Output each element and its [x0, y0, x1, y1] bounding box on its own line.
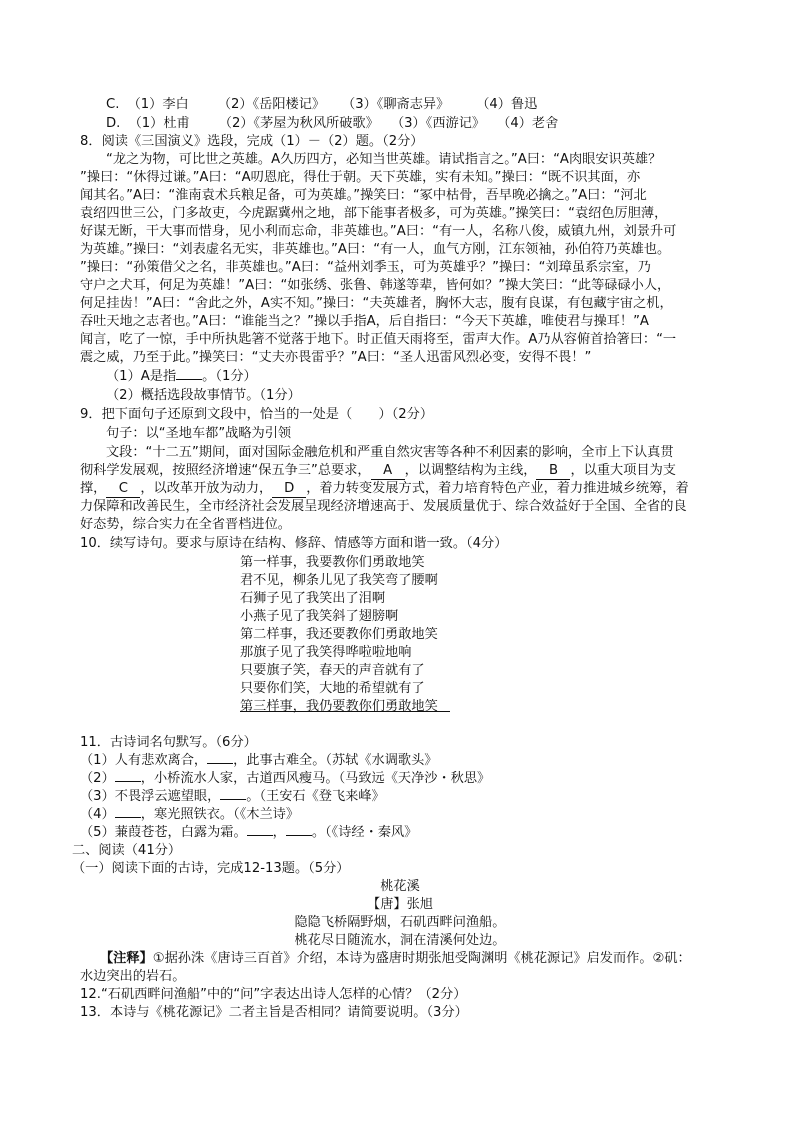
- poem-line: 隐隐飞桥隔野烟，石矶西畔问渔船。: [294, 915, 506, 930]
- option-c: C. （1）李白 （2）《岳阳楼记》 （3）《聊斋志异》 （4）鲁迅: [106, 97, 538, 112]
- q8-stem: 8．阅读《三国演义》选段，完成（1）－（2）题。（2分）: [80, 134, 424, 149]
- poem-line: 第二样事，我还要教你们勇敢地笑: [240, 627, 438, 642]
- answer-line[interactable]: [240, 711, 450, 712]
- poem-author: 【唐】张旭: [367, 897, 433, 912]
- q11-item: （4） ，寒光照铁衣。（《木兰诗》: [80, 807, 300, 822]
- answer-blank[interactable]: [286, 835, 312, 836]
- slot-c: C: [106, 481, 140, 498]
- poem-line: 第一样事，我要教你们勇敢地笑: [240, 555, 425, 570]
- poem-note: 【注释】①据孙洙《唐诗三百首》介绍，本诗为盛唐时期张旭受陶渊明《桃花源记》启发而作。②矶：: [100, 951, 691, 966]
- section-title: 二、阅读（41分）: [72, 843, 182, 858]
- slot-a: A: [371, 463, 405, 480]
- answer-blank[interactable]: [176, 379, 202, 380]
- q9-passage-line: 好态势，综合实力在全省晋档进位。: [80, 517, 291, 532]
- section-subtitle: （一）阅读下面的古诗，完成12-13题。（5分）: [72, 861, 350, 876]
- q8-passage-line: ”操曰：“孙策借父之名，非英雄也。”A曰：“益州刘季玉，可为英雄乎？”操曰：“刘璋虽系宗室，乃: [80, 260, 651, 275]
- q8-passage-line: 震之威，乃至于此。”操笑曰：“丈夫亦畏雷乎？”A曰：“圣人迅雷风烈必变，安得不畏！”: [80, 350, 592, 365]
- q9-passage-line: 文段：“十二五”期间，面对国际金融危机和严重自然灾害等各种不利因素的影响，全市上下认真贯: [106, 445, 674, 460]
- answer-blank[interactable]: [115, 817, 141, 818]
- q11-item: （2） ，小桥流水人家，古道西风瘦马。（马致远《天净沙・秋思》: [80, 771, 491, 786]
- q9-passage-line: 撑， C ，以改革开放为动力， D ，着力转变发展方式，着力培育特色产业，着力推进城乡统筹，着: [80, 481, 689, 496]
- q9-sentence: 句子：以“圣地车都”战略为引领: [106, 426, 292, 441]
- option-d: D. （1）杜甫 （2）《茅屋为秋风所破歌》 （3）《西游记》 （4）老舍: [106, 116, 559, 131]
- slot-d: D: [272, 481, 306, 498]
- poem-line: 桃花尽日随流水，洞在清溪何处边。: [294, 933, 506, 948]
- q11-stem: 11．古诗词名句默写。（6分）: [80, 735, 257, 750]
- q9-passage-line: 力保障和改善民生，全市经济社会发展呈现经济增速高于、发展质量优于、综合效益好于全国、全省的良: [80, 499, 687, 514]
- q8-sub1: （1）A是指 。（1分）: [106, 369, 257, 384]
- q8-passage-line: 袁绍四世三公，门多故吏，今虎踞冀州之地，部下能事者极多，可为英雄。”操笑曰：“袁绍色厉胆薄，: [80, 206, 668, 221]
- poem-line: 那旗子见了我笑得哗啦啦地响: [240, 645, 412, 660]
- q13-stem: 13．本诗与《桃花源记》二者主旨是否相同？请简要说明。（3分）: [80, 1005, 468, 1020]
- q12-stem: 12.“石矶西畔问渔船”中的“问”字表达出诗人怎样的心情？（2分）: [80, 987, 467, 1002]
- q11-item: （5）蒹葭苍苍，白露为霜。 ， 。（《诗经・秦风》: [80, 825, 418, 840]
- slot-b: B: [536, 463, 570, 480]
- poem-line: 君不见，柳条儿见了我笑弯了腰啊: [240, 573, 438, 588]
- poem-line: 小燕子见了我笑斜了翅膀啊: [240, 609, 399, 624]
- q8-passage-line: 闻言，吃了一惊，手中所执匙箸不觉落于地下。时正值天雨将至，雷声大作。A乃从容俯首拾箸曰：“一: [80, 332, 677, 347]
- q10-stem: 10．续写诗句。要求与原诗在结构、修辞、情感等方面和谐一致。（4分）: [80, 536, 508, 551]
- answer-blank[interactable]: [247, 835, 273, 836]
- q9-passage-line: 彻科学发展观，按照经济增速“保五争三”总要求， A ，以调整结构为主线， B ，以重大项目为支: [80, 463, 676, 478]
- answer-blank[interactable]: [220, 799, 246, 800]
- q8-passage-line: 吞吐天地之志者也。”A曰：“谁能当之？”操以手指A，后自指曰：“今天下英雄，唯使君与操耳！”A: [80, 314, 649, 329]
- q11-item: （1）人有悲欢离合， ，此事古难全。（苏轼《水调歌头》: [80, 753, 438, 768]
- q8-passage-line: 好谋无断，干大事而惜身，见小利而忘命，非英雄也。”A曰：“有一人，名称八俊，威镇九州，刘景升可: [80, 224, 677, 239]
- q8-passage-line: “龙之为物，可比世之英雄。A久历四方，必知当世英雄。请试指言之。”A曰：“A肉眼安识英雄？: [106, 152, 662, 167]
- poem-line: 石狮子见了我笑出了泪啊: [240, 591, 386, 606]
- poem-note-cont: 水边突出的岩石。: [80, 969, 186, 984]
- q8-passage-line: 守户之犬耳，何足为英雄！”A曰：“如张绣、张鲁、韩遂等辈，皆何如？”操大笑曰：“此等碌碌小人，: [80, 278, 671, 293]
- poem-title: 桃花溪: [380, 879, 420, 894]
- poem-line: 只要旗子笑，春天的声音就有了: [240, 663, 425, 678]
- answer-blank[interactable]: [115, 781, 141, 782]
- q9-stem: 9．把下面句子还原到文段中，恰当的一处是（ ）（2分）: [80, 407, 434, 422]
- q8-passage-line: 为英雄。”操曰：“刘表虚名无实，非英雄也。”A曰：“有一人，血气方刚，江东领袖，孙伯符乃英雄也。: [80, 242, 671, 257]
- q8-sub2: （2）概括选段故事情节。（1分）: [106, 388, 301, 403]
- q11-item: （3）不畏浮云遮望眼， 。（王安石《登飞来峰》: [80, 789, 385, 804]
- q8-passage-line: ”操曰：“休得过谦。”A曰：“A叨恩庇，得仕于朝。天下英雄，实有未知。”操曰：“既不识其面，亦: [80, 170, 641, 185]
- q8-passage-line: 何足挂齿！”A曰：“舍此之外，A实不知。”操曰：“夫英雄者，胸怀大志，腹有良谋，有包藏宇宙之机，: [80, 296, 673, 311]
- answer-blank[interactable]: [207, 763, 233, 764]
- q8-passage-line: 闻其名。”A曰：“淮南袁术兵粮足备，可为英雄。”操笑曰：“冢中枯骨，吾早晚必擒之。”A曰：“河北: [80, 188, 647, 203]
- poem-line: 第三样事，我仍要教你们勇敢地笑: [240, 699, 438, 714]
- poem-line: 只要你们笑，大地的希望就有了: [240, 681, 425, 696]
